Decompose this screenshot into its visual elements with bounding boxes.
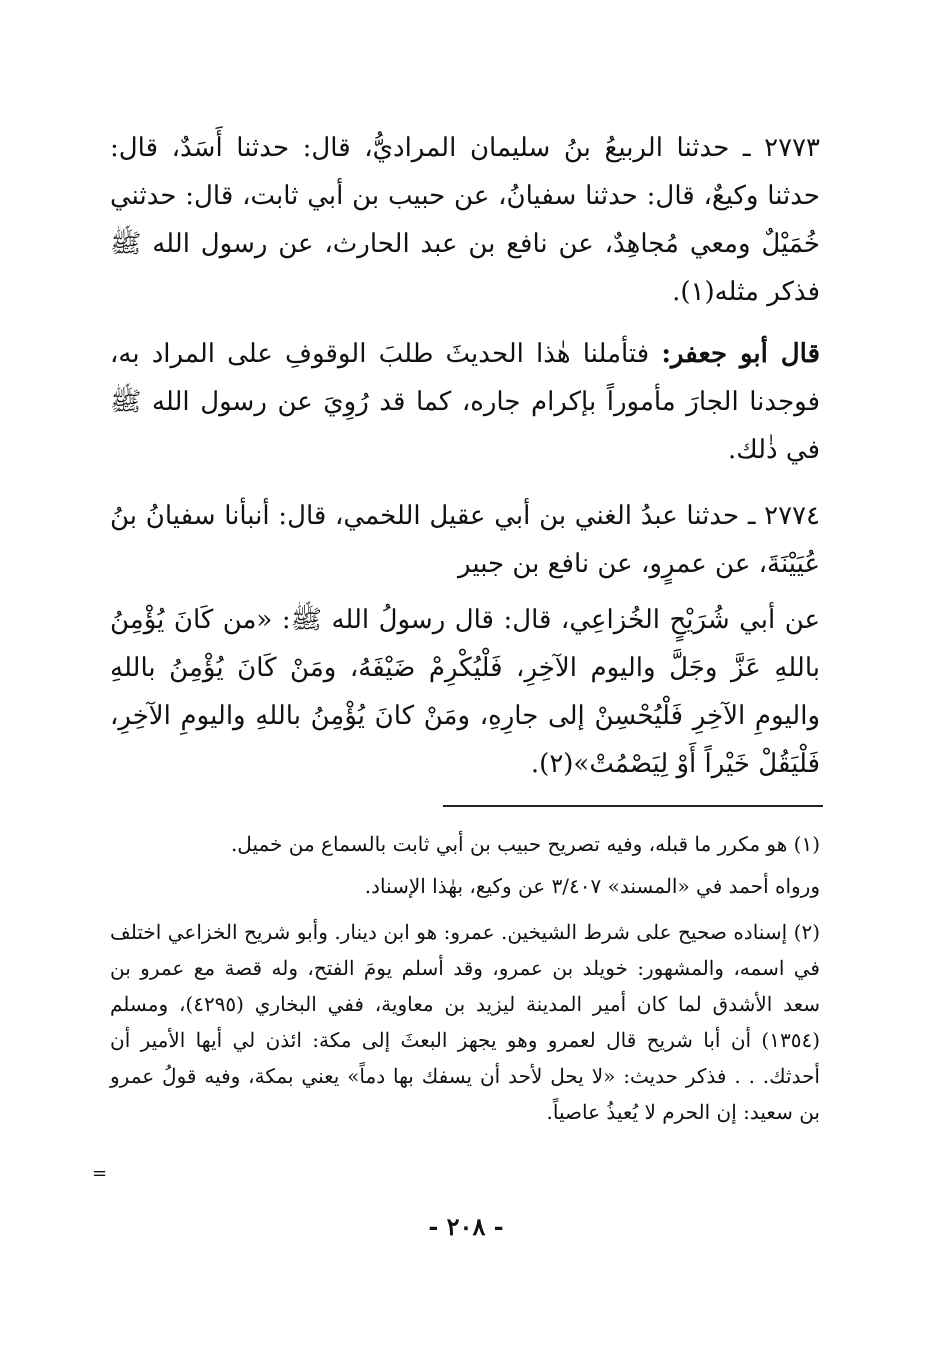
footnote-1-source: ورواه أحمد في «المسند» ٣/٤٠٧ عن وكيع، بهٰذا الإسناد.: [364, 874, 820, 898]
hadith-2774-isnad-text: ٢٧٧٤ ـ حدثنا عبدُ الغني بن أبي عقيل اللخمي، قال: أنبأنا سفيانُ بنُ عُيَيْنَةَ، عن عمرٍو، عن نافع بن جبير: [110, 501, 820, 579]
commentary-author: قال أبو جعفر:: [661, 339, 820, 369]
margin-marker: =: [92, 1163, 108, 1184]
commentary-text: فتأملنا هٰذا الحديثَ طلبَ الوقوفِ على المراد به، فوجدنا الجارَ مأموراً بإكرام جاره، كما قد رُوِيَ عن رسول الله ﷺ في ذٰلك.: [110, 339, 820, 465]
hadith-2773: [110, 124, 820, 316]
commentary-paragraph: [110, 330, 820, 474]
footnote-2: [110, 914, 820, 1130]
page-number: - ٢٠٨ -: [428, 1212, 504, 1241]
footnote-separator: [443, 805, 823, 807]
hadith-2773-text: ٢٧٧٣ ـ حدثنا الربيعُ بنُ سليمان المراديُّ، قال: حدثنا أَسَدٌ، قال: حدثنا وكيعٌ، قال: حدثنا سفيانُ، عن حبيب بن أبي ثابت، قال: حدثني خُمَيْلٌ ومعي مُجاهِدٌ، عن نافع بن عبد الحارث، عن رسول الله ﷺ فذكر مثله(١).: [110, 133, 820, 307]
footnote-1-line-1: [110, 826, 820, 862]
hadith-2774-matn-text: عن أبي شُرَيْحٍ الخُزاعِي، قال: قال رسولُ الله ﷺ: «من كَانَ يُؤْمِنُ باللهِ عَزَّ وجَلَّ واليوم الآخِرِ، فَلْيُكْرِمْ ضَيْفَهُ، ومَنْ كَانَ يُؤْمِنُ باللهِ واليومِ الآخِرِ فَلْيُحْسِنْ إلى جارِهِ، ومَنْ كانَ يُؤْمِنُ باللهِ واليومِ الآخِرِ، فَلْيَقُلْ خَيْراً أَوْ لِيَصْمُتْ»(٢).: [110, 605, 820, 779]
hadith-2774-matn: [110, 596, 820, 788]
footnote-2-text: (٢) إسناده صحيح على شرط الشيخين. عمرو: هو ابن دينار. وأبو شريح الخزاعي اختلف في اسمه، والمشهور: خويلد بن عمرو، وقد أسلم يومَ الفتح، وله قصة مع عمرو بن سعد الأشدق لما كان أمير المدينة ليزيد بن معاوية، ففي البخاري (٤٢٩٥)، ومسلم (١٣٥٤) أن أبا شريح قال لعمرو وهو يجهز البعثَ إلى مكة: ائذن لي أيها الأمير أن أحدثك. . . فذكر حديث: «لا يحل لأحد أن يسفك بها دماً» يعني بمكة، وفيه قولُ عمرو بن سعيد: إن الحرم لا يُعيذُ عاصياً.: [110, 920, 820, 1124]
footnote-1-text: (١) هو مكرر ما قبله، وفيه تصريح حبيب بن أبي ثابت بالسماع من خميل.: [230, 832, 820, 856]
footnote-1-line-2: [110, 868, 820, 904]
hadith-2774-isnad: [110, 492, 820, 588]
